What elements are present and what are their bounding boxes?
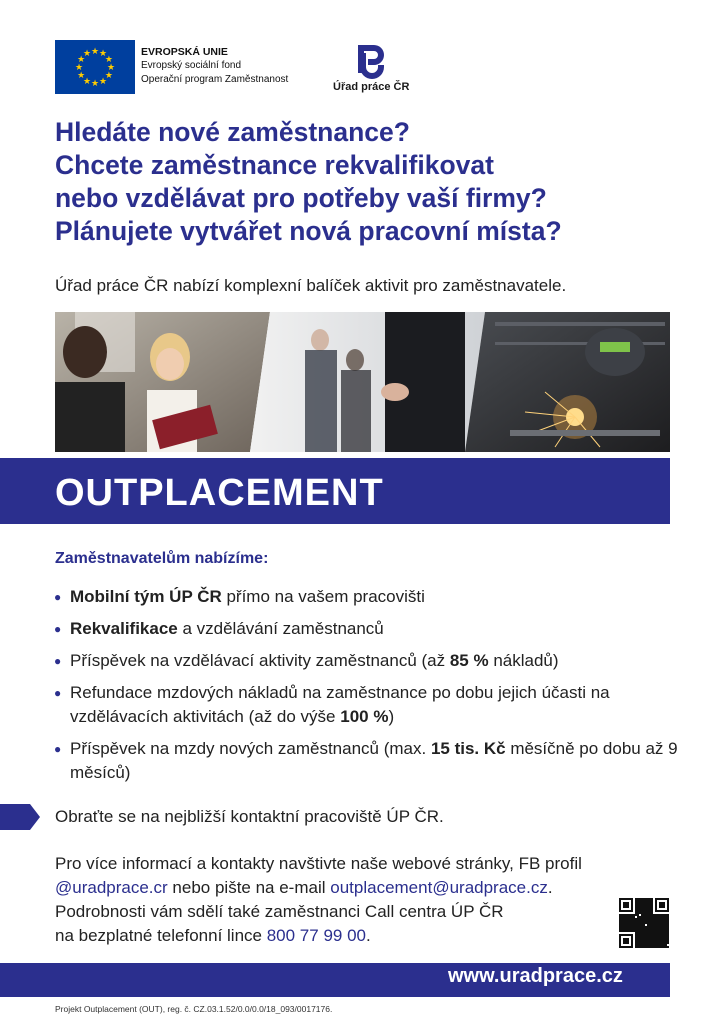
eu-line-2: Evropský sociální fond bbox=[141, 60, 242, 71]
item-bold: 15 tis. Kč bbox=[430, 739, 506, 758]
headline-line: Hledáte nové zaměstnance? bbox=[55, 117, 410, 147]
offers-title: Zaměstnavatelům nabízíme: bbox=[55, 550, 269, 567]
eu-line-3: Operační program Zaměstnanost bbox=[141, 74, 289, 85]
eu-star-icon: ★ bbox=[106, 62, 116, 72]
item-bold: 85 % bbox=[449, 651, 489, 670]
photo-strip bbox=[55, 312, 670, 452]
photo-welder bbox=[465, 312, 670, 452]
contact-line: Obraťte se na nejbližší kontaktní pracoviště ÚP ČR. bbox=[55, 807, 444, 826]
info-text: nebo pište na e-mail bbox=[167, 878, 331, 897]
eu-star-icon: ★ bbox=[82, 75, 92, 86]
item-text: Příspěvek na vzdělávací aktivity zaměstnanců (až bbox=[70, 651, 450, 670]
item-text: měsíčně po dobu až 9 měsíců) bbox=[70, 739, 678, 782]
info-text: . bbox=[547, 878, 553, 897]
eu-star-icon: ★ bbox=[98, 48, 108, 59]
eu-star-icon: ★ bbox=[74, 62, 84, 72]
eu-star-icon: ★ bbox=[77, 70, 86, 80]
eu-star-icon: ★ bbox=[90, 78, 100, 88]
item-text: Refundace mzdových nákladů na zaměstnance po dobu jejich účasti na vzdělávacích aktivitách (až do výše bbox=[70, 683, 610, 726]
item-text: a vzdělávání zaměstnanců bbox=[177, 619, 384, 638]
item-bold: Rekvalifikace bbox=[70, 619, 178, 638]
project-footnote: Projekt Outplacement (OUT), reg. č. CZ.03.1.52/0.0/0.0/18_093/0017176. bbox=[55, 1004, 333, 1014]
eu-star-icon: ★ bbox=[98, 75, 108, 86]
info-text: na bezplatné telefonní lince bbox=[55, 926, 267, 945]
headline-line: Chcete zaměstnance rekvalifikovat bbox=[55, 150, 494, 180]
photo-handshake bbox=[250, 312, 485, 452]
list-item: ● Rekvalifikace a vzdělávání zaměstnanců bbox=[54, 619, 384, 638]
headline-line: Plánujete vytvářet nová pracovní místa? bbox=[55, 216, 562, 246]
eu-logo-text bbox=[141, 45, 288, 87]
item-text: přímo na vašem pracovišti bbox=[221, 587, 425, 606]
list-item: ● Mobilní tým ÚP ČR přímo na vašem pracovišti bbox=[54, 587, 425, 606]
banner-title: OUTPLACEMENT bbox=[55, 472, 384, 514]
eu-star-icon: ★ bbox=[104, 54, 113, 64]
qr-code-icon bbox=[619, 898, 669, 948]
photo-office-meeting bbox=[55, 312, 270, 452]
item-text: nákladů) bbox=[488, 651, 559, 670]
offers-list bbox=[52, 585, 692, 793]
subheading: Úřad práce ČR nabízí komplexní balíček aktivit pro zaměstnavatele. bbox=[55, 276, 567, 295]
info-text: Podrobnosti vám sdělí také zaměstnanci Call centra ÚP ČR bbox=[55, 902, 504, 921]
phone-link[interactable]: 800 77 99 00 bbox=[266, 926, 366, 945]
eu-star-icon: ★ bbox=[90, 46, 100, 56]
email-link[interactable]: outplacement@uradprace.cz bbox=[330, 878, 548, 897]
headline bbox=[55, 116, 695, 248]
headline-line: nebo vzdělávat pro potřeby vaší firmy? bbox=[55, 183, 547, 213]
eu-star-icon: ★ bbox=[77, 54, 86, 64]
list-item: ● Refundace mzdových nákladů na zaměstnance po dobu jejich účasti na vzdělávacích aktivitách (až do výše 100 %) bbox=[54, 683, 610, 726]
eu-line-1: EVROPSKÁ UNIE bbox=[141, 46, 228, 58]
urad-prace-name: Úřad práce ČR bbox=[333, 81, 410, 93]
info-paragraph bbox=[55, 852, 655, 948]
eu-flag-logo bbox=[55, 40, 135, 94]
list-item: ● Příspěvek na mzdy nových zaměstnanců (max. 15 tis. Kč měsíčně po dobu až 9 měsíců) bbox=[54, 739, 678, 782]
urad-prace-logo bbox=[352, 41, 396, 79]
item-text: ) bbox=[388, 707, 395, 726]
item-bold: Mobilní tým ÚP ČR bbox=[70, 587, 222, 606]
info-text: Pro více informací a kontakty navštivte naše webové stránky, FB profil bbox=[55, 854, 582, 873]
eu-star-icon: ★ bbox=[82, 48, 92, 59]
item-text: Příspěvek na mzdy nových zaměstnanců (max. bbox=[70, 739, 431, 758]
fb-profile-link[interactable]: @uradprace.cr bbox=[55, 878, 168, 897]
eu-star-icon: ★ bbox=[104, 70, 113, 80]
info-text: . bbox=[365, 926, 371, 945]
list-item: ● Příspěvek na vzdělávací aktivity zaměstnanců (až 85 % nákladů) bbox=[54, 651, 559, 670]
arrow-marker-icon bbox=[0, 804, 40, 830]
website-link[interactable]: www.uradprace.cz bbox=[448, 965, 623, 987]
item-bold: 100 % bbox=[340, 707, 389, 726]
